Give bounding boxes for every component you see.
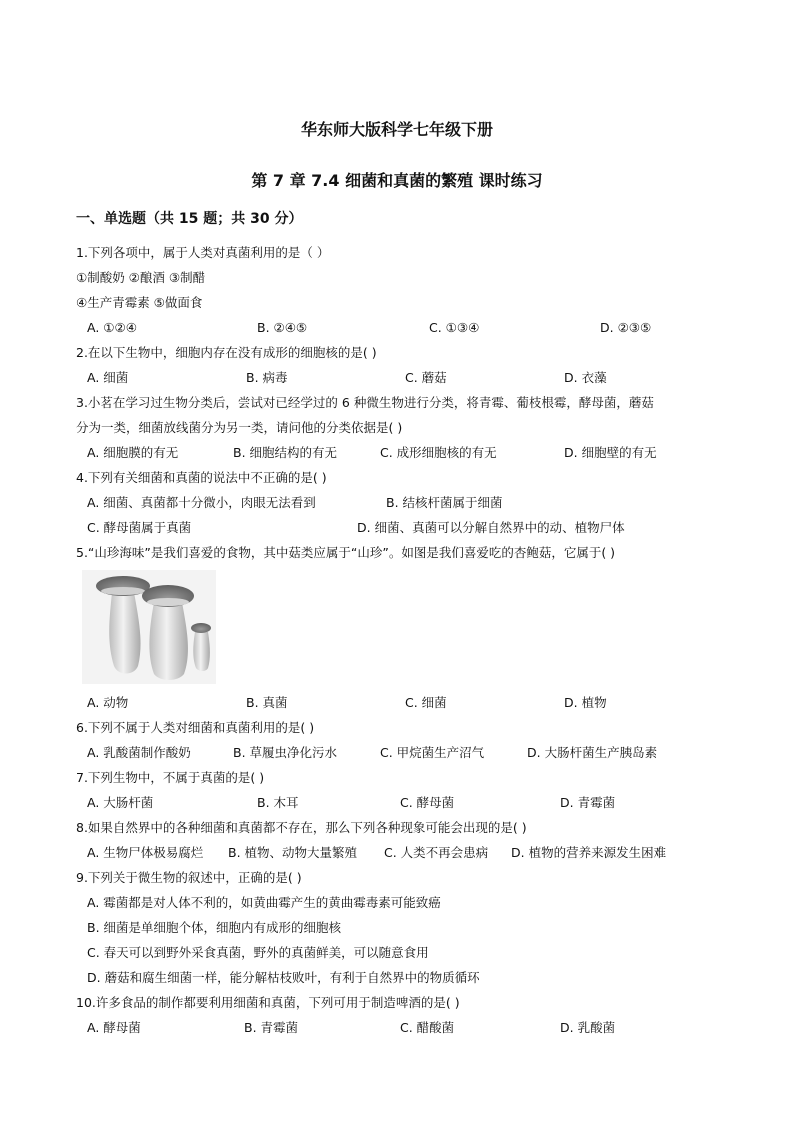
question-2-option-b: B. 病毒 (246, 370, 288, 385)
question-9-stem: 9.下列关于微生物的叙述中，正确的是( ) (76, 870, 302, 885)
question-8-option-d: D. 植物的营养来源发生困难 (511, 845, 667, 860)
question-7-stem: 7.下列生物中，不属于真菌的是( ) (76, 770, 265, 785)
question-10-stem: 10.许多食品的制作都要利用细菌和真菌，下列可用于制造啤酒的是( ) (76, 995, 460, 1010)
question-3-option-c: C. 成形细胞核的有无 (380, 445, 497, 460)
question-5-option-a: A. 动物 (87, 695, 129, 710)
question-1-option-b: B. ②④⑤ (257, 320, 308, 335)
question-10-option-c: C. 醋酸菌 (400, 1020, 455, 1035)
question-1-items-b: ④生产青霉素 ⑤做面食 (76, 295, 203, 310)
question-6-option-d: D. 大肠杆菌生产胰岛素 (527, 745, 658, 760)
question-1-stem: 1.下列各项中，属于人类对真菌利用的是（ ） (76, 245, 330, 260)
question-1-option-c: C. ①③④ (429, 320, 480, 335)
question-10-option-b: B. 青霉菌 (244, 1020, 299, 1035)
question-3-option-d: D. 细胞壁的有无 (564, 445, 657, 460)
question-9-option-d: D. 蘑菇和腐生细菌一样，能分解枯枝败叶，有利于自然界中的物质循环 (87, 970, 480, 985)
question-2-option-a: A. 细菌 (87, 370, 129, 385)
question-6-stem: 6.下列不属于人类对细菌和真菌利用的是( ) (76, 720, 315, 735)
section-heading: 一、单选题（共 15 题；共 30 分） (76, 211, 303, 227)
question-3-option-b: B. 细胞结构的有无 (233, 445, 338, 460)
question-9-option-c: C. 春天可以到野外采食真菌，野外的真菌鲜美，可以随意食用 (87, 945, 429, 960)
question-7-option-a: A. 大肠杆菌 (87, 795, 154, 810)
mushroom-illustration (82, 570, 216, 684)
question-1-items-a: ①制酸奶 ②酿酒 ③制醋 (76, 270, 206, 285)
king-oyster-mushroom-image (82, 570, 216, 684)
question-4-stem: 4.下列有关细菌和真菌的说法中不正确的是( ) (76, 470, 327, 485)
question-7-option-b: B. 木耳 (257, 795, 299, 810)
question-9-option-b: B. 细菌是单细胞个体，细胞内有成形的细胞核 (87, 920, 342, 935)
question-4-option-c: C. 酵母菌属于真菌 (87, 520, 192, 535)
question-3-stem-line2: 分为一类，细菌放线菌分为另一类，请问他的分类依据是( ) (76, 420, 403, 435)
question-8-option-b: B. 植物、动物大量繁殖 (228, 845, 358, 860)
book-title: 华东师大版科学七年级下册 (300, 120, 493, 139)
question-6-option-b: B. 草履虫净化污水 (233, 745, 338, 760)
question-5-option-c: C. 细菌 (405, 695, 447, 710)
question-3-stem-line1: 3.小茗在学习过生物分类后，尝试对已经学过的 6 种微生物进行分类，将青霉、葡枝根霉，酵母菌，蘑菇 (76, 395, 654, 410)
question-4-option-d: D. 细菌、真菌可以分解自然界中的动、植物尸体 (357, 520, 625, 535)
question-3-option-a: A. 细胞膜的有无 (87, 445, 179, 460)
question-6-option-a: A. 乳酸菌制作酸奶 (87, 745, 191, 760)
question-1-option-a: A. ①②④ (87, 320, 137, 335)
question-7-option-d: D. 青霉菌 (560, 795, 616, 810)
question-1-option-d: D. ②③⑤ (600, 320, 652, 335)
question-8-option-a: A. 生物尸体极易腐烂 (87, 845, 204, 860)
question-9-option-a: A. 霉菌都是对人体不利的，如黄曲霉产生的黄曲霉毒素可能致癌 (87, 895, 441, 910)
question-2-option-d: D. 衣藻 (564, 370, 607, 385)
question-5-option-d: D. 植物 (564, 695, 607, 710)
question-6-option-c: C. 甲烷菌生产沼气 (380, 745, 485, 760)
question-2-option-c: C. 蘑菇 (405, 370, 447, 385)
question-4-option-a: A. 细菌、真菌都十分微小，肉眼无法看到 (87, 495, 316, 510)
question-8-option-c: C. 人类不再会患病 (384, 845, 489, 860)
question-8-stem: 8.如果自然界中的各种细菌和真菌都不存在，那么下列各种现象可能会出现的是( ) (76, 820, 527, 835)
chapter-title: 第 7 章 7.4 细菌和真菌的繁殖 课时练习 (251, 171, 543, 190)
question-7-option-c: C. 酵母菌 (400, 795, 455, 810)
question-2-stem: 2.在以下生物中，细胞内存在没有成形的细胞核的是( ) (76, 345, 377, 360)
question-5-option-b: B. 真菌 (246, 695, 288, 710)
question-5-stem: 5.“山珍海味”是我们喜爱的食物，其中菇类应属于“山珍”。如图是我们喜爱吃的杏鲍菇，它属于( ) (76, 545, 616, 560)
question-10-option-d: D. 乳酸菌 (560, 1020, 616, 1035)
question-4-option-b: B. 结核杆菌属于细菌 (386, 495, 503, 510)
question-10-option-a: A. 酵母菌 (87, 1020, 141, 1035)
